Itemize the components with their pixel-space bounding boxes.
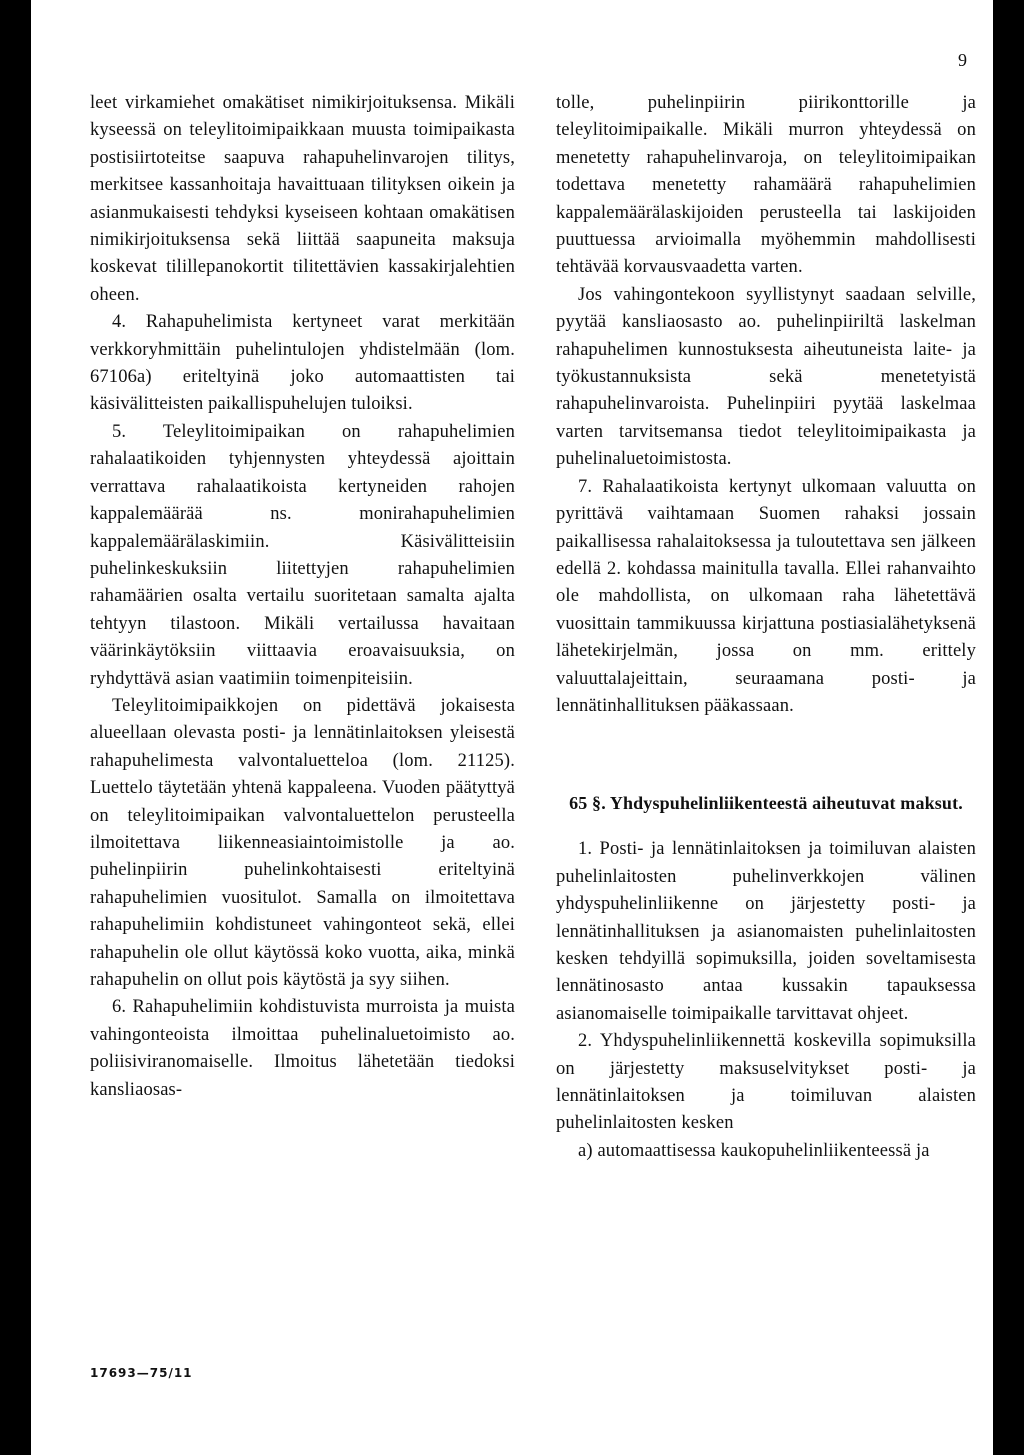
paragraph-section-2a: a) automaattisessa kaukopuhelinliikenteessä ja bbox=[578, 1140, 930, 1161]
left-column bbox=[90, 90, 515, 1104]
paragraph-item-6: 6. Rahapuhelimiin kohdistuvista murroista ja muista vahingonteoista ilmoittaa puhelinaluetoimisto ao. poliisiviranomaiselle. Ilmoitus lähetetään tiedoksi kansliaosas- bbox=[90, 997, 515, 1100]
paragraph-item-7: 7. Rahalaatikoista kertynyt ulkomaan valuutta on pyrittävä vaihtamaan Suomen rahaksi jossain paikallisessa rahalaitoksessa ja tuloutettava sen jälkeen edellä 2. kohdassa mainitulla tavalla. Ellei rahanvaihto ole mahdollista, on ulkomaan raha lähetettävä vuosittain tammikuussa kirjattuna postiasialähetyksenä lähetekirjelmän, jossa on mm. erittely valuuttalajeittain, seuraamana posti- ja lennätinhallituksen pääkassaan. bbox=[556, 476, 976, 716]
paragraph-section-1: 1. Posti- ja lennätinlaitoksen ja toimiluvan alaisten puhelinlaitosten puhelinverkkojen välinen yhdyspuhelinliikenne on järjestetty posti- ja lennätinhallituksen ja asianomaisten puhelinlaitosten kesken tehdyillä sopimuksilla, joiden soveltamisesta lennätinosasto antaa kussakin tapauksessa asianomaiselle toimipaikalle tarvittavat ohjeet. bbox=[556, 839, 976, 1024]
right-column bbox=[556, 90, 976, 1165]
page-number: 9 bbox=[958, 50, 967, 70]
paragraph-vahingonteko: Jos vahingontekoon syyllistynyt saadaan selville, pyytää kansliaosasto ao. puhelinpiiriltä laskelman rahapuhelimen kunnostuksesta aiheutuneista laite- ja työkustannuksista sekä menetetyistä rahapuhelinvaroista. Puhelinpiiri pyytää laskelmaa varten tarvitsemansa tiedot teleylitoimipaikasta ja puhelinaluetoimistosta. bbox=[556, 284, 976, 470]
paragraph-section-2: 2. Yhdyspuhelinliikennettä koskevilla sopimuksilla on järjestetty maksuselvitykset posti- ja lennätinlaitoksen ja toimiluvan alaisten puhelinlaitosten kesken bbox=[556, 1031, 976, 1134]
paragraph-item-5: 5. Teleylitoimipaikan on rahapuhelimien rahalaatikoiden tyhjennysten yhteydessä ajoittain verrattava rahalaatikoista kertyneiden rahojen kappalemäärää ns. monirahapuhelimien kappalemäärälaskimiin. Käsivälitteisiin puhelinkeskuksiin liitettyjen rahapuhelimien rahamäärien osalta vertailu suoritetaan samalta ajalta tehtyyn tilastoon. Mikäli vertailussa havaitaan väärinkäytöksiin viittaavia eroavaisuuksia, on ryhdyttävä asian vaatimiin toimenpiteisiin. bbox=[90, 421, 515, 689]
paragraph-valvontaluettelo: Teleylitoimipaikkojen on pidettävä jokaisesta alueellaan olevasta posti- ja lennätinlaitoksen yleisestä rahapuhelimesta valvontaluetteloa (lom. 21125). Luettelo täytetään yhtenä kappaleena. Vuoden päätyttyä on teleylitoimipaikan valvontaluettelon perusteella ilmoitettava liikenneasiaintoimistolle ja ao. puhelinpiirin puhelinkohtaisesti eriteltyinä rahapuhelimien vuositulot. Samalla on ilmoitettava rahapuhelimiin kohdistuneet vahingonteot sekä, ellei rahapuhelin ole ollut käytössä koko vuotta, aika, minkä rahapuhelin on ollut pois käytöstä ja syy siihen. bbox=[90, 695, 515, 990]
paragraph-item-4: 4. Rahapuhelimista kertyneet varat merkitään verkkoryhmittäin puhelintulojen yhdistelmään (lom. 67106a) eriteltyinä joko automaattisten tai käsivälitteisten paikallispuhelujen tuloiksi. bbox=[90, 312, 515, 415]
section-heading: 65 §. Yhdyspuhelinliikenteestä aiheutuvat maksut. bbox=[569, 793, 963, 814]
paragraph-left-1: leet virkamiehet omakätiset nimikirjoituksensa. Mikäli kyseessä on teleylitoimipaikkaan muusta toimipaikasta postisiirtoteitse saapuva rahapuhelinvarojen tilitys, merkitsee kassanhoitaja havaittuaan tilityksen oikein ja asianmukaisesti tehdyksi kyseiseen kohtaan omakätisen nimikirjoituksensa sekä liittää saapuneita maksuja koskevat tilillepanokortit tilitettävien kassakirjalehtien oheen. bbox=[90, 93, 515, 305]
scan-edge-right bbox=[993, 0, 1024, 1455]
paragraph-right-1: tolle, puhelinpiirin piirikonttorille ja teleylitoimipaikalle. Mikäli murron yhteydessä on menetetty rahapuhelinvaroja, on teleylitoimipaikan todettava menetetty rahamäärä rahapuhelimien kappalemäärälaskijoiden perusteella tai laskijoiden puuttuessa arvioimalla myöhemmin mahdollisesti tehtävää korvausvaadetta varten. bbox=[556, 93, 976, 278]
scan-edge-left bbox=[0, 0, 31, 1455]
footer-print-code: 17693—75/11 bbox=[90, 1366, 193, 1380]
